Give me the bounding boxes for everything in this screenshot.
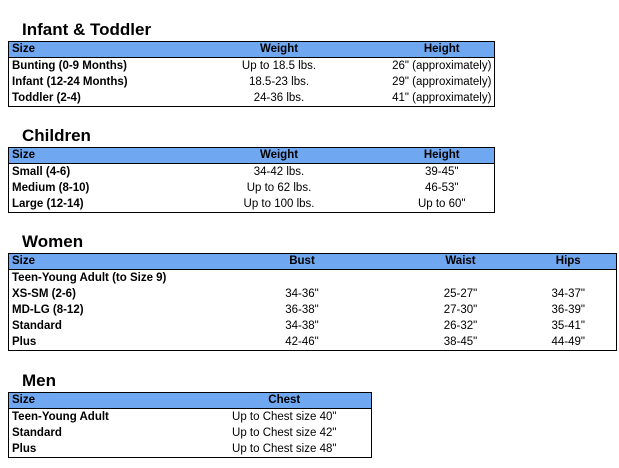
men-heading: Men (22, 371, 56, 390)
waist-cell: 26-32" (443, 320, 478, 332)
table-row (9, 334, 617, 351)
table-row (9, 180, 495, 196)
bust-cell: 34-36" (285, 288, 319, 300)
table-row (9, 409, 372, 426)
table-row (9, 196, 495, 213)
table-row (9, 302, 617, 318)
infant-toddler-heading: Infant & Toddler (22, 20, 152, 39)
col-header-weight: Weight (169, 42, 387, 58)
hips-cell: 36-39" (551, 304, 585, 316)
weight-cell: Up to 62 lbs. (246, 182, 312, 194)
height-cell: Up to 60" (417, 198, 466, 210)
bust-cell: 42-46" (285, 336, 319, 348)
col-header-size: Size (9, 393, 195, 409)
chest-cell: Up to Chest size 40" (232, 411, 337, 423)
col-header-size: Size (9, 254, 201, 270)
size-cell: Medium (8-10) (12, 182, 90, 194)
table-header-row (9, 393, 372, 409)
bust-cell: 36-38" (285, 304, 319, 316)
col-header-height: Height (387, 42, 495, 58)
women-heading: Women (22, 232, 84, 251)
col-header-size: Size (9, 148, 169, 164)
children-heading: Children (22, 126, 91, 145)
children-table (8, 147, 495, 213)
waist-cell: 25-27" (443, 288, 478, 300)
col-header-size: Size (9, 42, 169, 58)
weight-cell: Up to 100 lbs. (243, 198, 315, 210)
size-cell: Small (4-6) (12, 166, 71, 178)
size-cell: Large (12-14) (12, 198, 84, 210)
table-row (9, 164, 495, 181)
size-cell: Toddler (2-4) (12, 92, 81, 104)
hips-cell: 35-41" (551, 320, 585, 332)
chest-cell: Up to Chest size 42" (232, 427, 337, 439)
table-row (9, 58, 495, 75)
weight-cell: 24-36 lbs. (253, 92, 305, 104)
col-header-height: Height (387, 148, 495, 164)
height-cell: 29" (approximately) (392, 76, 492, 88)
table-row (9, 286, 617, 302)
bust-cell: 34-38" (285, 320, 319, 332)
height-cell: 26" (approximately) (392, 60, 492, 72)
size-cell: Standard (12, 320, 62, 332)
men-table (8, 392, 372, 458)
col-header-waist: Waist (401, 254, 518, 270)
weight-cell: 18.5-23 lbs. (248, 76, 310, 88)
size-cell: MD-LG (8-12) (12, 304, 84, 316)
table-header-row (9, 148, 495, 164)
height-cell: 41" (approximately) (392, 92, 492, 104)
table-header-row (9, 254, 617, 270)
table-row (9, 318, 617, 334)
size-cell: Standard (12, 427, 62, 439)
height-cell: 39-45" (425, 166, 459, 178)
hips-cell: 44-49" (551, 336, 585, 348)
size-cell: Plus (12, 336, 37, 348)
waist-cell: 38-45" (443, 336, 478, 348)
height-cell: 46-53" (425, 182, 459, 194)
table-header-row (9, 42, 495, 58)
size-cell: Bunting (0-9 Months) (12, 60, 127, 72)
col-header-weight: Weight (169, 148, 387, 164)
waist-cell: 27-30" (443, 304, 478, 316)
hips-cell: 34-37" (551, 288, 585, 300)
col-header-hips: Hips (518, 254, 617, 270)
weight-cell: 34-42 lbs. (253, 166, 305, 178)
size-cell: Plus (12, 443, 37, 455)
table-row (9, 425, 372, 441)
weight-cell: Up to 18.5 lbs. (241, 60, 317, 72)
infant-toddler-table (8, 41, 495, 107)
size-cell: Teen-Young Adult (12, 411, 109, 423)
chest-cell: Up to Chest size 48" (232, 443, 337, 455)
group-label: Teen-Young Adult (to Size 9) (12, 272, 167, 284)
table-row (9, 90, 495, 107)
size-cell: Infant (12-24 Months) (12, 76, 128, 88)
size-cell: XS-SM (2-6) (12, 288, 76, 300)
women-table (8, 253, 617, 351)
table-row (9, 441, 372, 458)
table-row (9, 74, 495, 90)
table-group-row (9, 270, 617, 287)
col-header-bust: Bust (201, 254, 401, 270)
col-header-chest: Chest (195, 393, 372, 409)
